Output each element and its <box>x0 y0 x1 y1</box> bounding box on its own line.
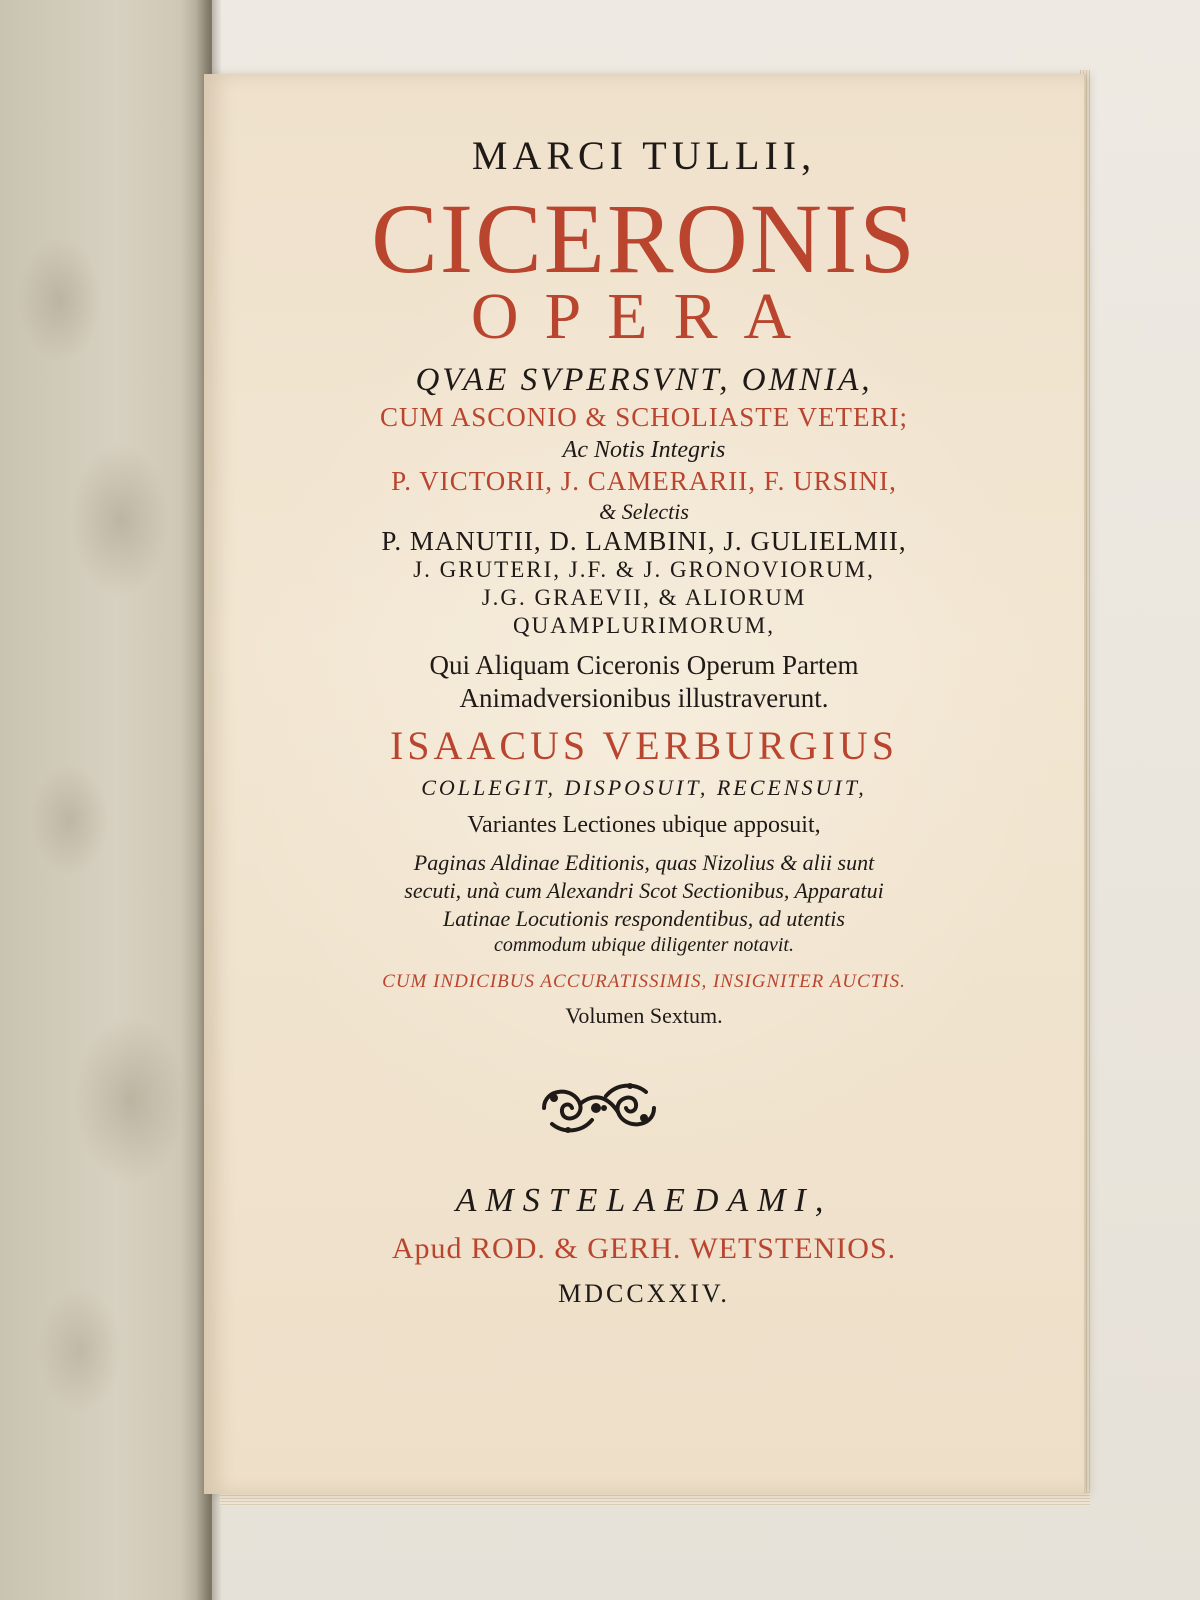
paginas-line-4: commodum ubique diligenter notavit. <box>494 934 794 956</box>
printer-ornament-icon <box>534 1074 664 1142</box>
publisher-line: Apud ROD. & GERH. WETSTENIOS. <box>391 1232 897 1265</box>
editors-line-5: QUAMPLURIMORUM, <box>513 613 775 638</box>
opera-title: OPERA <box>470 280 818 353</box>
editors-line-4: J.G. GRAEVII, & ALIORUM <box>481 585 807 610</box>
place-line: AMSTELAEDAMI, <box>455 1182 833 1219</box>
paginas-line-2: secuti, unà cum Alexandri Scot Sectionibus, Apparatui <box>404 878 884 903</box>
paginas-line-3: Latinae Locutionis respondentibus, ad utentis <box>443 906 845 931</box>
editors-line-3: J. GRUTERI, J.F. & J. GRONOVIORUM, <box>413 557 875 582</box>
paginas-line-1: Paginas Aldinae Editionis, quas Nizolius & alii sunt <box>413 850 875 875</box>
title-page-text <box>204 74 1084 1494</box>
notis-line: Ac Notis Integris <box>562 437 726 463</box>
variantes-line: Variantes Lectiones ubique apposuit, <box>467 812 821 838</box>
volume-line: Volumen Sextum. <box>565 1003 723 1028</box>
author-line: MARCI TULLII, <box>471 133 817 178</box>
asconio-line: CUM ASCONIO & SCHOLIASTE VETERI; <box>379 402 909 432</box>
editors-line-2: P. MANUTII, D. LAMBINI, J. GULIELMII, <box>381 526 907 556</box>
indicibus-line: CUM INDICIBUS ACCURATISSIMIS, INSIGNITER AUCTIS. <box>382 971 906 992</box>
qui-line-2: Animadversionibus illustraverunt. <box>459 683 829 713</box>
qui-line-1: Qui Aliquam Ciceronis Operum Partem <box>429 650 859 680</box>
subtitle: QVAE SVPERSVNT, OMNIA, <box>415 362 873 398</box>
collegit-line: COLLEGIT, DISPOSUIT, RECENSUIT, <box>421 775 867 800</box>
title-page <box>204 74 1084 1494</box>
editors-line-1: P. VICTORII, J. CAMERARII, F. URSINI, <box>391 466 897 496</box>
editor-name: ISAACUS VERBURGIUS <box>389 723 898 768</box>
marbled-endpaper <box>0 0 212 1600</box>
page-bottom-edge <box>220 1492 1090 1506</box>
selectis-line: & Selectis <box>599 499 689 524</box>
main-title: CICERONIS <box>371 183 917 294</box>
date-line: MDCCXXIV. <box>558 1279 730 1308</box>
